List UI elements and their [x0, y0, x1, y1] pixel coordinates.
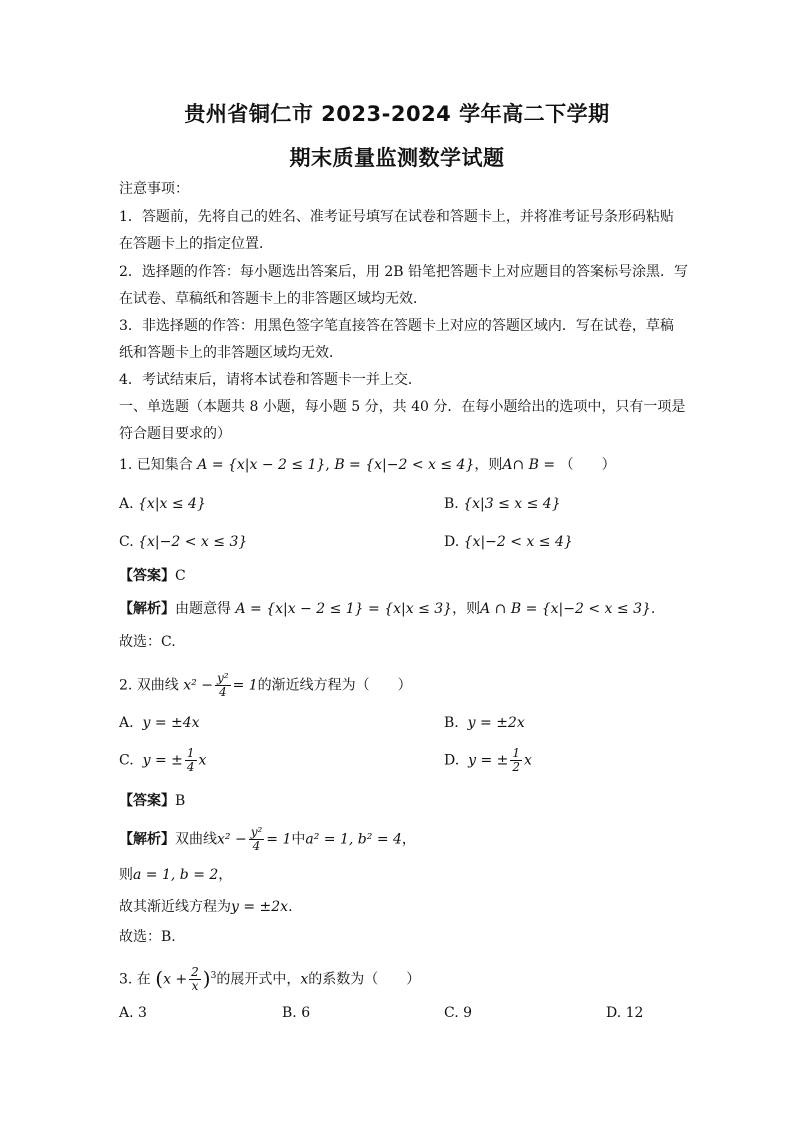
q1-option-c: C. {x|−2 < x ≤ 3} [119, 534, 248, 550]
q3-option-d: D. 12 [606, 1005, 644, 1021]
q2-option-d: D. y = ± $\frac{1}{2}$ x [444, 746, 532, 774]
set-b: B = {x|−2 < x ≤ 4} [334, 457, 475, 473]
notice-line: 4．考试结束后，请将本试卷和答题卡一并上交． [119, 372, 422, 388]
q2-analysis: 【解析】双曲线x² − $\frac{\text{y²}}{4}$ = 1中a² = 1, b² = 4， [119, 825, 416, 853]
question-1: 1. 已知集合 A = {x|x − 2 ≤ 1}, B = {x|−2 < x ≤ 4}，则A∩ B = （ ） [119, 457, 616, 473]
q3-option-b: B. 6 [282, 1005, 311, 1021]
q2-conclusion: 故选：B. [119, 929, 176, 945]
section-heading-cont: 符合题目要求的） [119, 426, 231, 442]
q2-option-c: C. y = ± $\frac{1}{4}$ x [119, 746, 207, 774]
q2-analysis-line2: 则a = 1, b = 2， [119, 867, 233, 883]
notice-line: 3．非选择题的作答：用黑色签字笔直接答在答题卡上对应的答题区域内．写在试卷，草稿 [119, 318, 674, 334]
notice-line: 1．答题前，先将自己的姓名、准考证号填写在试卷和答题卡上，并将准考证号条形码粘贴 [119, 209, 674, 225]
q2-analysis-line3: 故其渐近线方程为y = ±2x. [119, 899, 293, 915]
q3-option-c: C. 9 [444, 1005, 473, 1021]
q1-answer: 【答案】C [119, 568, 186, 584]
fraction: $\frac{\text{y²}}{4}$ [216, 671, 229, 699]
q1-option-a: A. {x|x ≤ 4} [119, 496, 206, 512]
q2-answer: 【答案】B [119, 793, 186, 809]
notice-line: 在试卷、草稿纸和答题卡上的非答题区域均无效． [119, 291, 427, 307]
notice-heading: 注意事项： [119, 181, 189, 197]
section-heading: 一、单选题（本题共 8 小题，每小题 5 分，共 40 分．在每小题给出的选项中，只有一项是 [119, 399, 686, 415]
q1-analysis: 【解析】由题意得 A = {x|x − 2 ≤ 1} = {x|x ≤ 3}，则A ∩ B = {x|−2 < x ≤ 3}. [119, 601, 656, 617]
q1-option-b: B. {x|3 ≤ x ≤ 4} [444, 496, 561, 512]
q1-option-d: D. {x|−2 < x ≤ 4} [444, 534, 573, 550]
exam-title-line1: 贵州省铜仁市 2023-2024 学年高二下学期 [184, 102, 610, 126]
question-2: 2. 双曲线 x² − $\frac{\text{y²}}{4}$ = 1的渐近线方程为（ ） [119, 671, 412, 699]
exam-title-line2: 期末质量监测数学试题 [289, 146, 505, 170]
notice-line: 2．选择题的作答：每小题选出答案后，用 2B 铅笔把答题卡上对应题目的答案标号涂黑．写 [119, 264, 689, 280]
question-3: 3. 在 (x + $\frac{2}{x}$ )$^3$的展开式中，x的系数为（ ） [119, 965, 421, 994]
notice-line: 纸和答题卡上的非答题区域均无效． [119, 345, 343, 361]
q2-option-a: A. y = ±4x [119, 715, 200, 731]
q3-option-a: A. 3 [119, 1005, 147, 1021]
set-a: A = {x|x − 2 ≤ 1} [197, 457, 326, 473]
notice-line: 在答题卡上的指定位置． [119, 236, 273, 252]
q2-option-b: B. y = ±2x [444, 715, 525, 731]
q1-conclusion: 故选：C. [119, 634, 176, 650]
